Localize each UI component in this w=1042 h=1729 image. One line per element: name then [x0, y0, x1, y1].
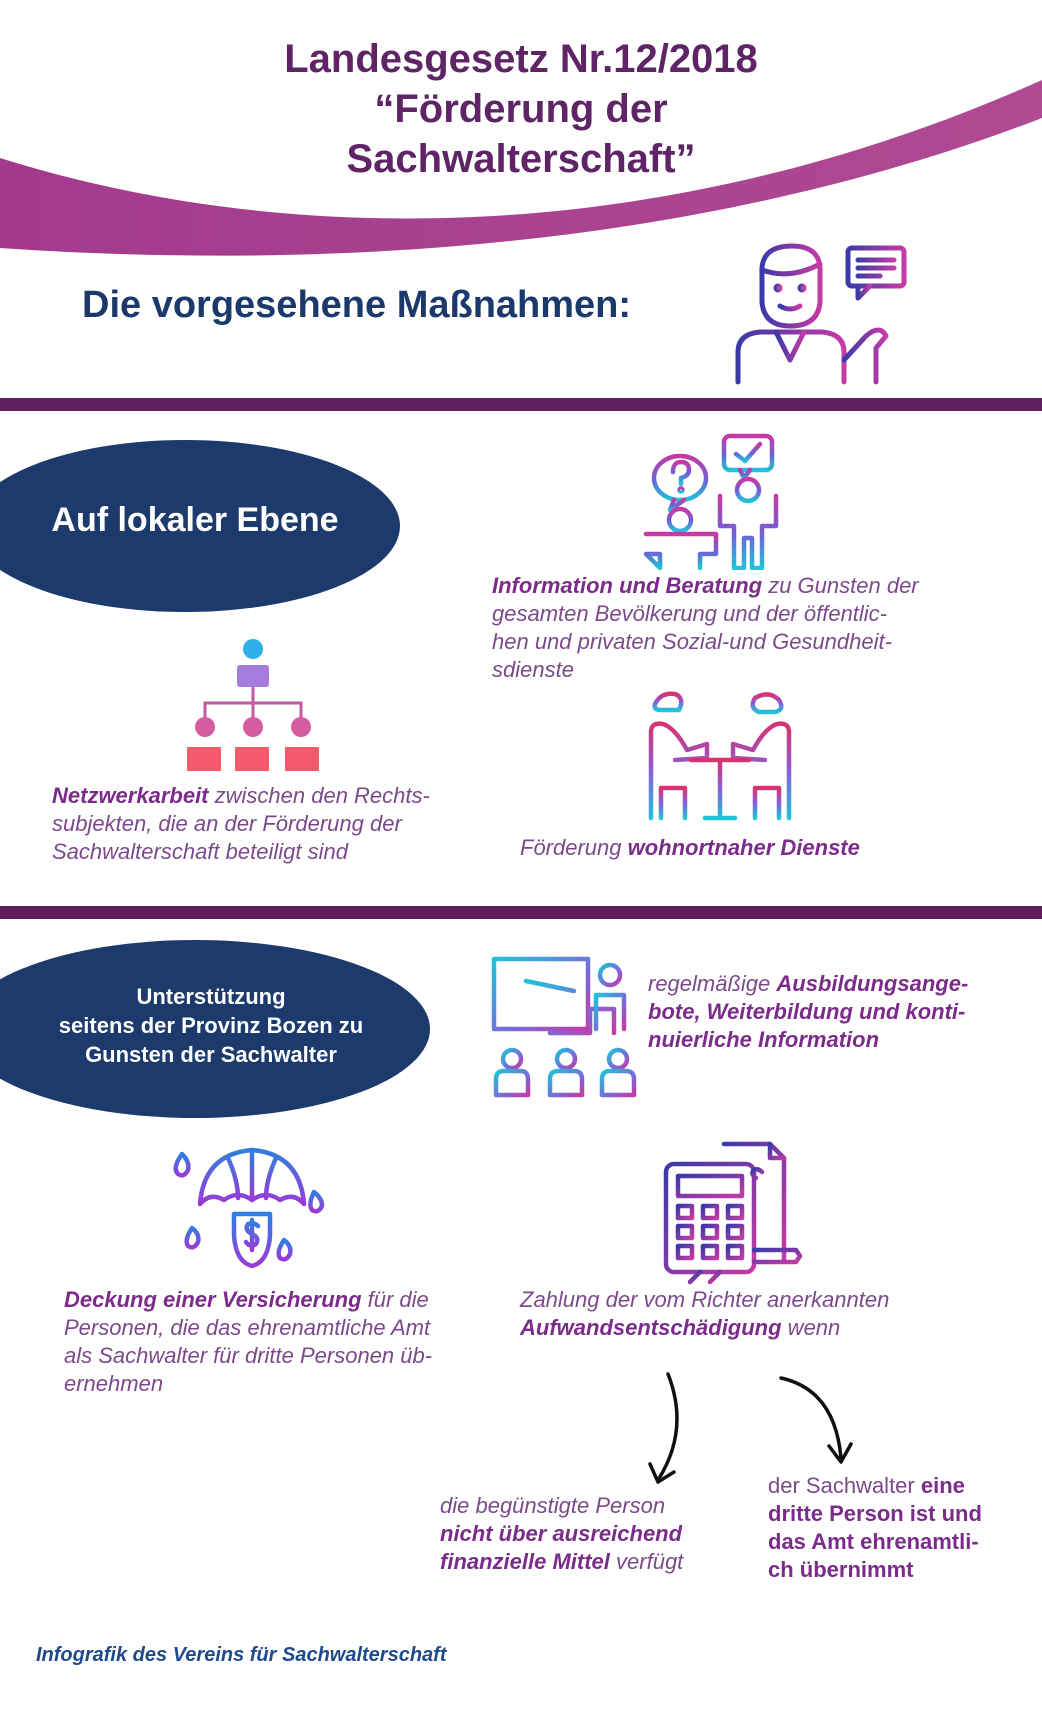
title-line-1: Landesgesetz Nr.12/2018 — [284, 37, 758, 81]
page-title — [0, 34, 1042, 184]
training-text: regelmäßige Ausbildungsange- bote, Weiterbildung und konti- nuierliche Information — [648, 971, 969, 1052]
insurance-text: Deckung einer Versicherung für die Personen, die das ehrenamtliche Amt als Sachwalter für dritte Personen üb- ernehmen — [64, 1287, 433, 1396]
businessman-speech-icon — [730, 240, 910, 390]
meeting-table-icon — [645, 688, 795, 824]
curved-arrow-left-icon — [640, 1370, 700, 1490]
divider-middle — [0, 906, 1042, 919]
payment-text: Zahlung der vom Richter anerkannten Aufwandsentschädigung wenn — [520, 1287, 890, 1340]
network-hierarchy-icon — [185, 635, 325, 775]
case-third-person-text: der Sachwalter eine dritte Person ist und das Amt ehrenamtli- ch übernimmt — [768, 1473, 982, 1582]
title-line-3: Sachwalterschaft” — [346, 137, 696, 181]
umbrella-insurance-icon — [168, 1140, 328, 1280]
question-check-people-icon — [640, 430, 790, 570]
local-services-text: Förderung wohnortnaher Dienste — [520, 835, 860, 860]
footer-credit: Infografik des Vereins für Sachwalterschaft — [36, 1644, 447, 1666]
support-heading: Unterstützung seitens der Provinz Bozen zu Gunsten der Sachwalter — [0, 940, 430, 1118]
divider-top — [0, 398, 1042, 411]
curved-arrow-right-icon — [775, 1370, 855, 1470]
calculator-invoice-icon — [660, 1140, 805, 1285]
section-subtitle: Die vorgesehene Maßnahmen: — [82, 284, 632, 326]
title-line-2: “Förderung der — [374, 87, 668, 131]
local-level-heading: Auf lokaler Ebene — [0, 440, 400, 612]
training-classroom-icon — [490, 955, 640, 1100]
network-text: Netzwerkarbeit zwischen den Rechts- subjekten, die an der Förderung der Sachwalterschaft beteiligt sind — [52, 783, 430, 864]
info-consulting-text: Information und Beratung zu Gunsten der gesamten Bevölkerung und der öffentlic- hen und privaten Sozial-und Gesundheit- sdienste — [492, 573, 919, 682]
case-insufficient-means-text: die begünstigte Person nicht über ausreichend finanzielle Mittel verfügt — [440, 1493, 684, 1574]
